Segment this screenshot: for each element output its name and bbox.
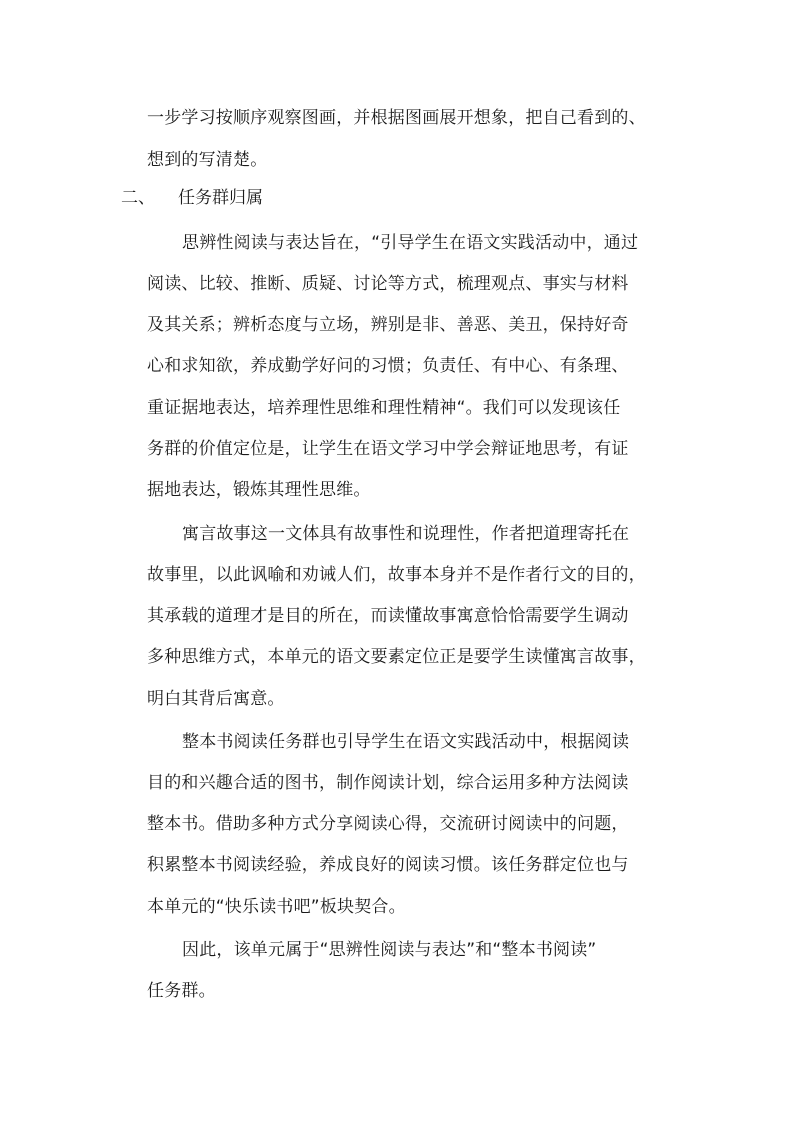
- paragraph-line: 其承载的道理才是目的所在，而读懂故事寓意恰恰需要学生调动: [147, 606, 629, 626]
- paragraph-line: 目的和兴趣合适的图书，制作阅读计划，综合运用多种方法阅读: [147, 773, 629, 793]
- intro-line: 想到的写清楚。: [147, 150, 268, 170]
- paragraph-line: 积累整本书阅读经验，养成良好的阅读习惯。该任务群定位也与: [147, 855, 629, 875]
- paragraph-line: 心和求知欲，养成勤学好问的习惯；负责任、有中心、有条理、: [147, 356, 629, 376]
- paragraph-line: 整本书阅读任务群也引导学生在语文实践活动中，根据阅读: [182, 732, 630, 752]
- intro-line: 一步学习按顺序观察图画，并根据图画展开想象，把自己看到的、: [147, 108, 646, 128]
- paragraph-line: 因此，该单元属于“思辨性阅读与表达”和“整本书阅读”: [182, 940, 597, 960]
- section-title: 任务群归属: [178, 188, 263, 208]
- paragraph-line: 任务群。: [147, 981, 216, 1001]
- paragraph-line: 寓言故事这一文体具有故事性和说理性，作者把道理寄托在: [182, 524, 630, 544]
- paragraph-line: 思辨性阅读与表达旨在，“引导学生在语文实践活动中，通过: [182, 233, 639, 253]
- paragraph-line: 本单元的“快乐读书吧”板块契合。: [147, 897, 406, 917]
- paragraph-line: 整本书。借助多种方式分享阅读心得，交流研讨阅读中的问题，: [147, 814, 629, 834]
- paragraph-line: 及其关系；辨析态度与立场，辨别是非、善恶、美丑，保持好奇: [147, 315, 629, 335]
- paragraph-line: 阅读、比较、推断、质疑、讨论等方式，梳理观点、事实与材料: [147, 274, 629, 294]
- paragraph-line: 务群的价值定位是，让学生在语文学习中学会辩证地思考，有证: [147, 439, 629, 459]
- paragraph-line: 多种思维方式，本单元的语文要素定位正是要学生读懂寓言故事，: [147, 647, 646, 667]
- paragraph-line: 据地表达，锻炼其理性思维。: [147, 480, 371, 500]
- section-number: 二、: [121, 188, 155, 208]
- paragraph-line: 重证据地表达，培养理性思维和理性精神“。我们可以发现该任: [147, 398, 621, 418]
- paragraph-line: 明白其背后寓意。: [147, 689, 285, 709]
- paragraph-line: 故事里，以此讽喻和劝诫人们，故事本身并不是作者行文的目的，: [147, 565, 646, 585]
